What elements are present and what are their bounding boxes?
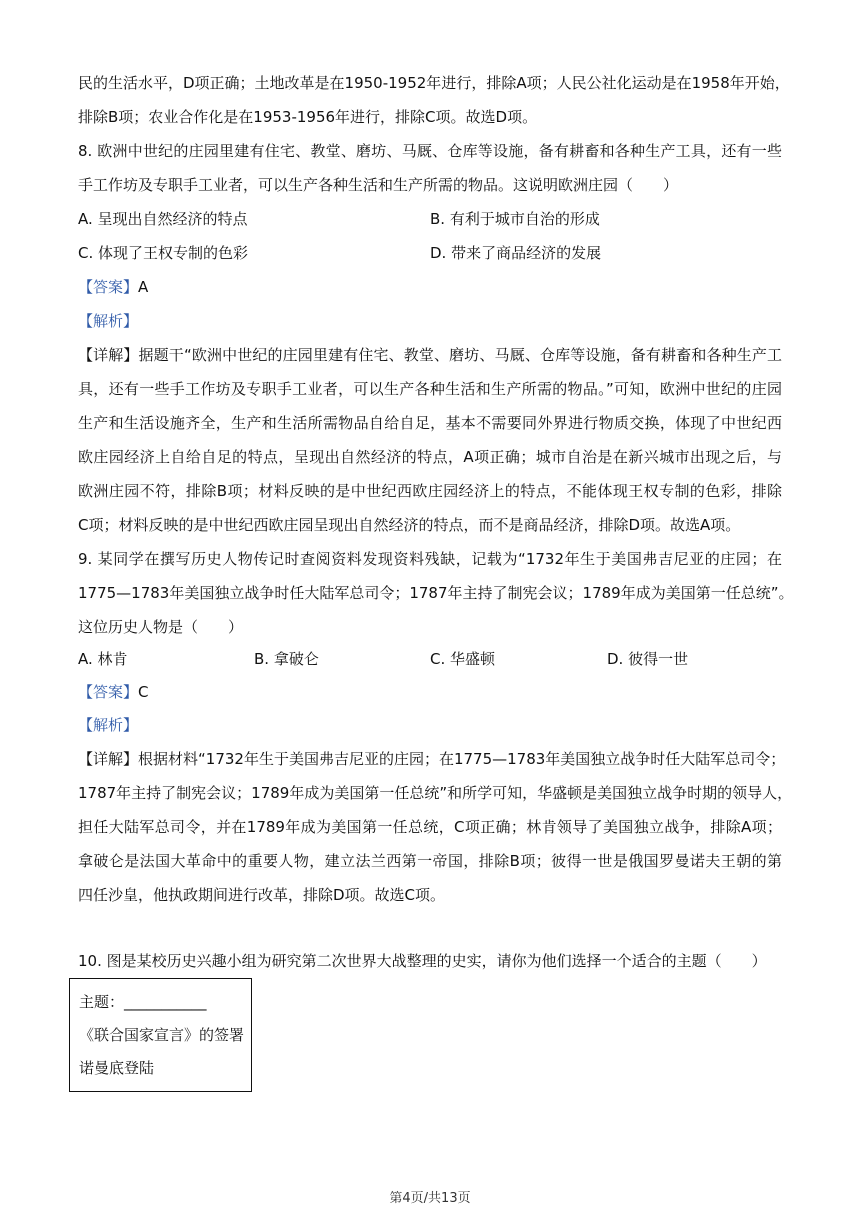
- q8-detail-line-2: 具，还有一些手工作坊及专职手工业者，可以生产各种生活和生产所需的物品。”可知，欧洲中世纪的庄园: [78, 380, 782, 398]
- q9-detail-line-5: 四任沙皇，他执政期间进行改革，排除D项。故选C项。: [78, 886, 446, 904]
- answer-label: 【答案】: [78, 278, 139, 296]
- q9-option-d: D. 彼得一世: [607, 650, 689, 668]
- page-footer: 第4页/共13页: [389, 1191, 471, 1206]
- q8-stem-line-1: 8. 欧洲中世纪的庄园里建有住宅、教堂、磨坊、马厩、仓库等设施，备有耕畜和各种生产工具，还有一些: [78, 142, 782, 160]
- q9-option-c: C. 华盛顿: [430, 650, 496, 668]
- q8-option-c: C. 体现了王权专制的色彩: [78, 244, 249, 262]
- q8-detail-line-4: 欧庄园经济上自给自足的特点，呈现出自然经济的特点，A项正确；城市自治是在新兴城市出现之后，与: [78, 448, 782, 466]
- q8-detail-line-1: 【详解】据题干“欧洲中世纪的庄园里建有住宅、教堂、磨坊、马厩、仓库等设施，备有耕畜和各种生产工: [78, 346, 782, 364]
- q9-stem-line-2: 1775—1783年美国独立战争时任大陆军总司令；1787年主持了制宪会议；1789年成为美国第一任总统”。: [78, 584, 794, 602]
- intro-line-1: 民的生活水平，D项正确；土地改革是在1950-1952年进行，排除A项；人民公社化运动是在1958年开始，: [78, 74, 790, 92]
- q9-detail-line-3: 担任大陆军总司令，并在1789年成为美国第一任总统，C项正确；林肯领导了美国独立战争，排除A项；: [78, 818, 782, 836]
- q8-option-b: B. 有利于城市自治的形成: [430, 210, 600, 228]
- q9-answer: [78, 675, 782, 709]
- q10-stem: 10. 图是某校历史兴趣小组为研究第二次世界大战整理的史实，请你为他们选择一个适合的主题（ ）: [78, 952, 767, 970]
- q8-detail-line-5: 欧洲庄园不符，排除B项；材料反映的是中世纪西欧庄园经济上的特点，不能体现王权专制的色彩，排除: [78, 482, 782, 500]
- q9-option-a: A. 林肯: [78, 650, 128, 668]
- q8-detail-line-3: 生产和生活设施齐全，生产和生活所需物品自给自足，基本不需要同外界进行物质交换，体现了中世纪西: [78, 414, 782, 432]
- q8-stem-line-2: 手工作坊及专职手工业者，可以生产各种生活和生产所需的物品。这说明欧洲庄园（ ）: [78, 176, 679, 194]
- q8-option-a: A. 呈现出自然经济的特点: [78, 210, 248, 228]
- intro-line-2: 排除B项；农业合作化是在1953-1956年进行，排除C项。故选D项。: [78, 108, 538, 126]
- q8-detail-line-6: C项；材料反映的是中世纪西欧庄园呈现出自然经济的特点，而不是商品经济，排除D项。故选A项。: [78, 516, 741, 534]
- q10-topic-line: 主题：___________: [79, 993, 207, 1011]
- q9-stem-line-1: 9. 某同学在撰写历史人物传记时查阅资料发现资料残缺，记载为“1732年生于美国弗吉尼亚的庄园；在: [78, 550, 782, 568]
- q8-analysis-label: 【解析】: [78, 312, 139, 330]
- answer-value: A: [138, 278, 149, 296]
- q9-analysis-label: 【解析】: [78, 716, 139, 734]
- q9-detail-line-1: 【详解】根据材料“1732年生于美国弗吉尼亚的庄园；在1775—1783年美国独立战争时任大陆军总司令；: [78, 750, 786, 768]
- q9-stem-line-3: 这位历史人物是（ ）: [78, 618, 244, 636]
- q10-item-1: 《联合国家宣言》的签署: [79, 1026, 245, 1044]
- q10-item-2: 诺曼底登陆: [79, 1059, 155, 1077]
- q8-option-d: D. 带来了商品经济的发展: [430, 244, 602, 262]
- q9-detail-line-4: 拿破仑是法国大革命中的重要人物，建立法兰西第一帝国，排除B项；彼得一世是俄国罗曼诺夫王朝的第: [78, 852, 782, 870]
- q9-detail-line-2: 1787年主持了制宪会议；1789年成为美国第一任总统”和所学可知，华盛顿是美国独立战争时期的领导人，: [78, 784, 793, 802]
- answer-label: 【答案】: [78, 683, 139, 701]
- q8-answer: [78, 270, 782, 304]
- answer-value: C: [138, 683, 149, 701]
- q9-option-b: B. 拿破仑: [254, 650, 319, 668]
- q10-topic-box: [69, 978, 252, 1092]
